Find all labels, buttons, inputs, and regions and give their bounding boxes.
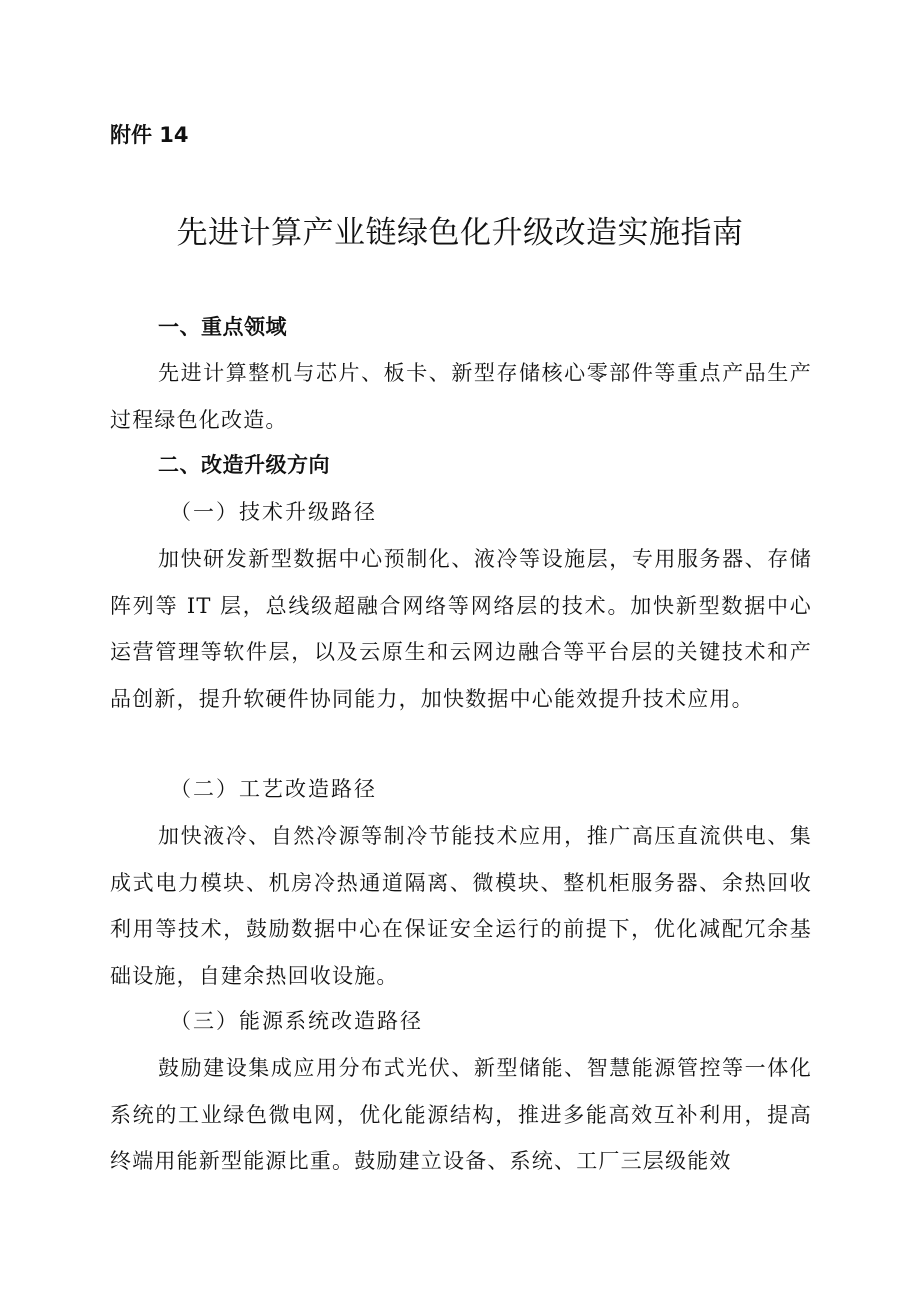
document-title: 先进计算产业链绿色化升级改造实施指南 xyxy=(176,215,744,251)
section-text-key-areas: 先进计算整机与芯片、板卡、新型存储核心零部件等重点产品生产过程绿色化改造。 xyxy=(110,361,812,432)
subsection-heading-energy-system-path: （三）能源系统改造路径 xyxy=(170,1009,423,1033)
subsection-text-energy-system-path: 鼓励建设集成应用分布式光伏、新型储能、智慧能源管控等一体化系统的工业绿色微电网，优化能源结构，推进多能高效互补利用，提高终端用能新型能源比重。鼓励建立设备、系统、工厂三层级能效 xyxy=(110,1056,812,1173)
attachment-label: 附件 14 xyxy=(110,123,189,147)
subsection-text-technology-path: 加快研发新型数据中心预制化、液冷等设施层，专用服务器、存储阵列等 IT 层，总线级超融合网络等网络层的技术。加快新型数据中心运营管理等软件层，以及云原生和云网边融合等平台层的关键技术和产品创新，提升软硬件协同能力，加快数据中心能效提升技术应用。 xyxy=(110,547,812,711)
section-heading-key-areas: 一、重点领域 xyxy=(158,315,287,339)
subsection-heading-technology-path: （一）技术升级路径 xyxy=(170,500,377,524)
subsection-heading-process-path: （二）工艺改造路径 xyxy=(170,777,377,801)
section-heading-upgrade-directions: 二、改造升级方向 xyxy=(158,453,330,477)
subsection-text-process-path: 加快液冷、自然冷源等制冷节能技术应用，推广高压直流供电、集成式电力模块、机房冷热通道隔离、微模块、整机柜服务器、余热回收利用等技术，鼓励数据中心在保证安全运行的前提下，优化减配冗余基础设施，自建余热回收设施。 xyxy=(110,824,812,988)
